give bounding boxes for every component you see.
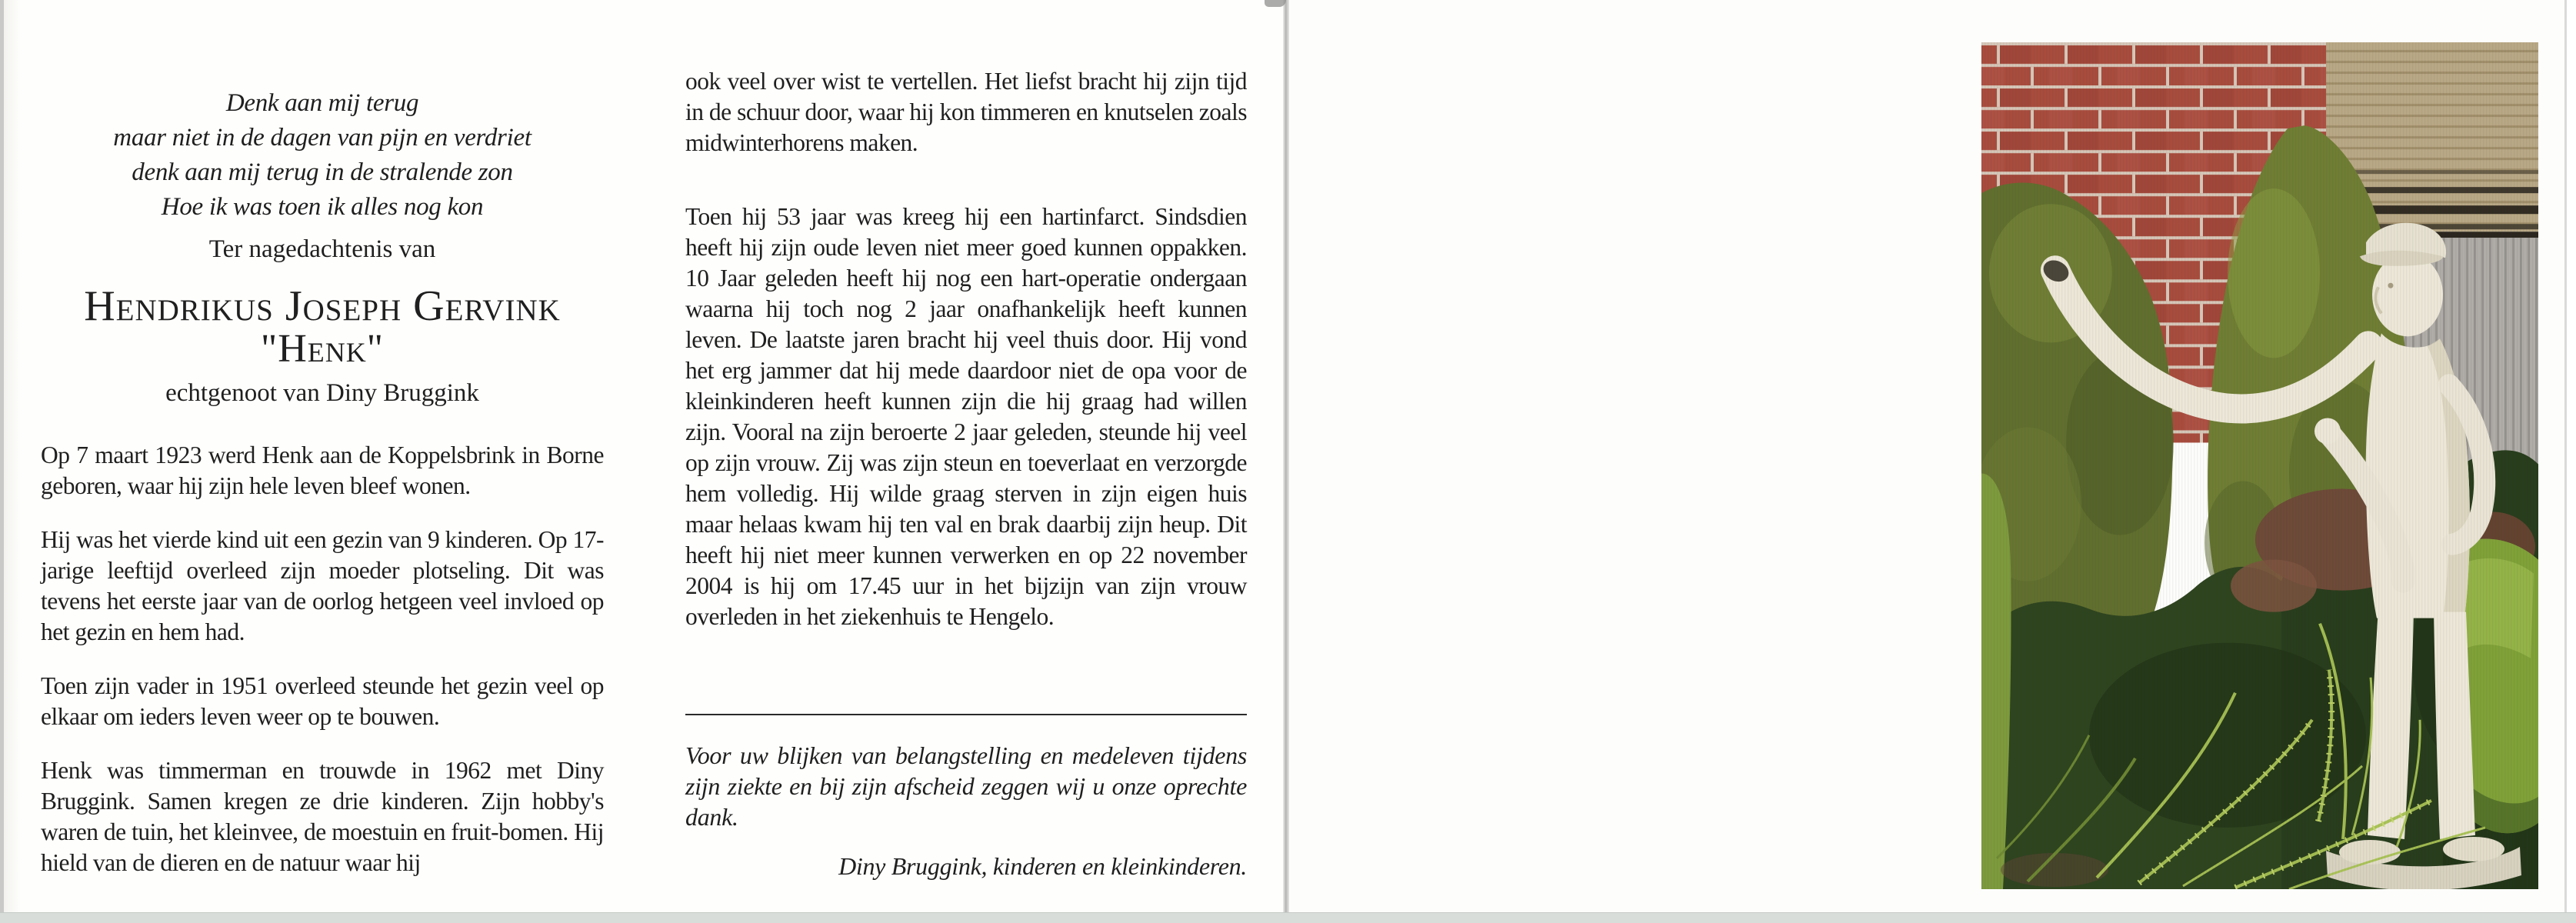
divider-rule [685,714,1247,715]
scan-right-edge [2564,0,2567,912]
poem-line: denk aan mij terug in de stralende zon [132,158,513,186]
poem-line: maar niet in de dagen van pijn en verdriet [113,124,532,152]
deceased-name: Hendrikus Joseph Gervink [84,282,561,330]
memorial-photo-art [1981,42,2538,889]
biography-paragraph: ook veel over wist te vertellen. Het liefst bracht hij zijn tijd in de schuur door, waar hij kon timmeren en knutselen zoals midwinterhorens maken. [685,68,1247,156]
scan-seam [1283,0,1289,912]
signature-line: Diny Bruggink, kinderen en kleinkinderen. [838,852,1247,880]
memorial-intro: Ter nagedachtenis van [208,235,436,263]
biography-paragraph: Toen hij 53 jaar was kreeg hij een hartinfarct. Sindsdien heeft hij zijn oude leven niet meer goed kunnen oppakken. 10 Jaar geleden heeft hij nog een hart-operatie ondergaan waarna hij toch nog 2 jaar onafhankelijk heeft kunnen leven. De laatste jaren bracht hij veel thuis door. Hij vond het erg jammer dat hij mede daardoor niet de opa voor de kleinkinderen heeft kunnen zijn die hij graag had willen zijn. Vooral na zijn beroerte 2 jaar geleden, steunde hij veel op zijn vrouw. Zij was zijn steun en toeverlaat en verzorgde hem volledig. Hij wilde graag sterven in zijn eigen huis maar helaas kwam hij ten val en brak daarbij zijn heup. Dit heeft hij niet meer kunnen verwerken en op 22 november 2004 is hij om 17.45 uur in het bijzijn van zijn vrouw overleden in het ziekenhuis te Hengelo. [685,203,1247,630]
biography-paragraph: Toen zijn vader in 1951 overleed steunde het gezin veel op elkaar om ieders leven weer op te bouwen. [41,672,604,730]
biography-paragraph: Henk was timmerman en trouwde in 1962 met Diny Bruggink. Samen kregen ze drie kinderen. Zijn hobby's waren de tuin, het kleinvee, de moestuin en fruit-bomen. Hij hield van de dieren en de natuur waar hij [41,757,604,876]
biography-paragraph: Hij was het vierde kind uit een gezin van 9 kinderen. Op 17-jarige leeftijd overleed zijn moeder plotseling. Dit was tevens het eerste jaar van de oorlog hetgeen veel invloed op het gezin en hem had. [41,526,604,645]
biography-paragraph: Op 7 maart 1923 werd Henk aan de Koppelsbrink in Borne geboren, waar hij zijn hele leven bleef wonen. [41,442,604,499]
poem [41,86,604,225]
acknowledgement-block [685,714,1247,881]
poem-line: Hoe ik was toen ik alles nog kon [161,193,484,221]
text-column-right [685,0,1247,912]
spouse-line: echtgenoot van Diny Bruggink [165,379,479,407]
acknowledgement-text: Voor uw blijken van belangstelling en medeleven tijdens zijn ziekte en bij zijn afscheid zeggen wij u onze oprechte dank. [685,741,1247,831]
memorial-photo [1981,42,2538,889]
text-column-left [41,0,604,878]
card-inside-spread [4,0,1283,912]
poem-line: Denk aan mij terug [225,89,419,117]
print-raster-overlay [1981,42,2538,889]
deceased-nickname: "Henk" [261,327,384,371]
scanner-background-strip [0,912,2576,923]
